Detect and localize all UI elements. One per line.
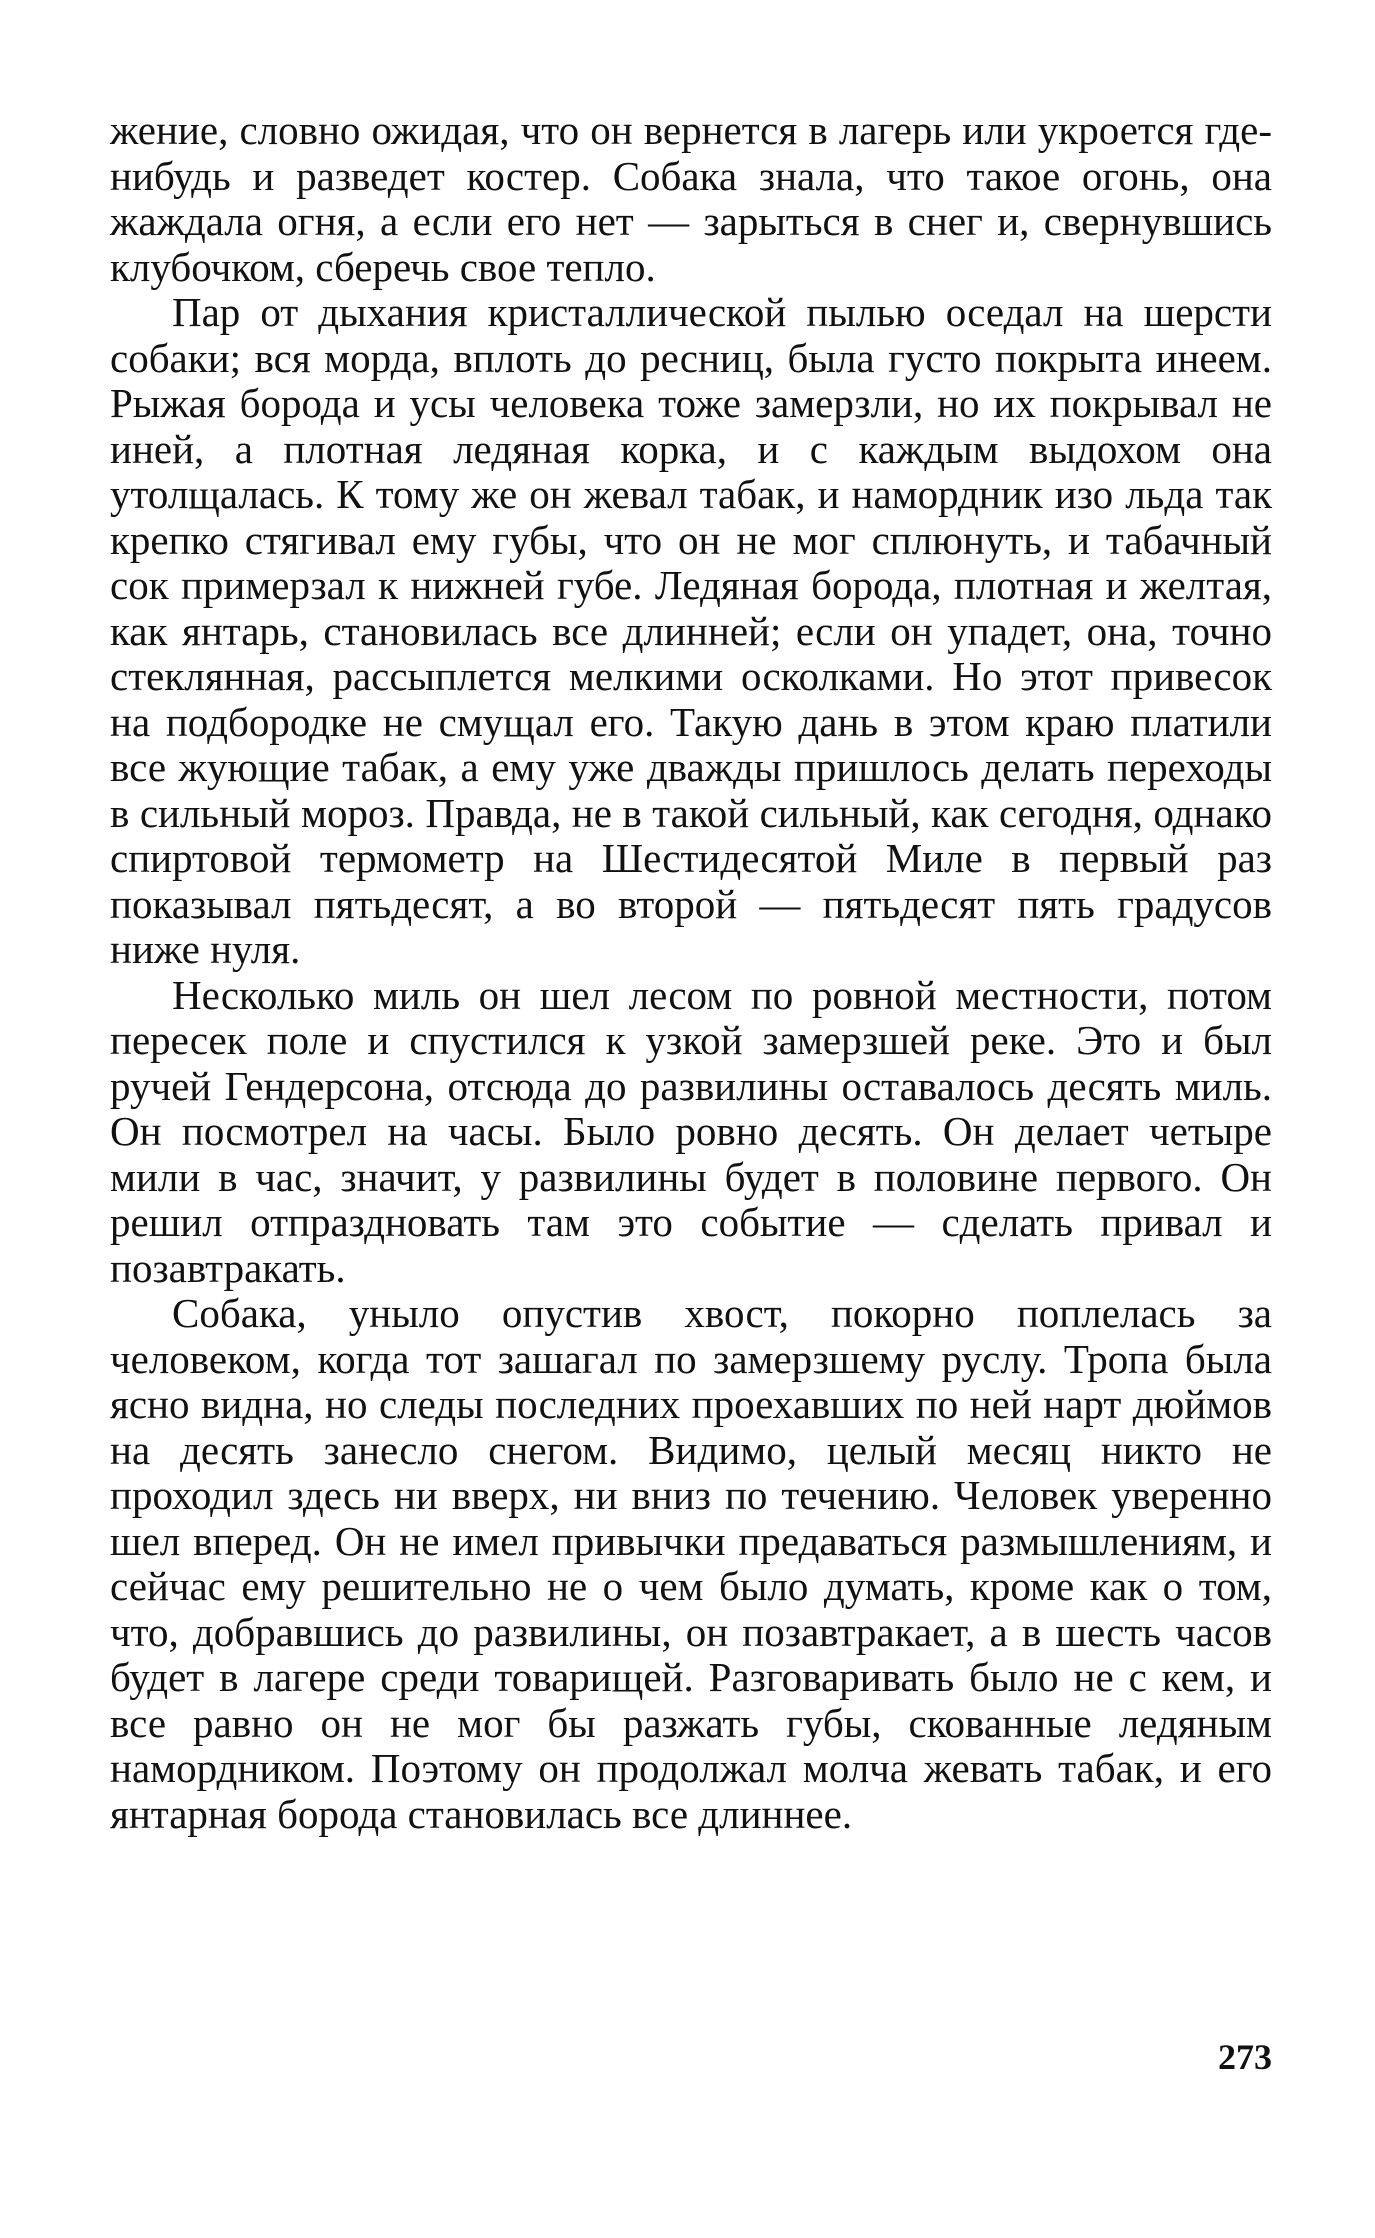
paragraph-continuation: жение, словно ожидая, что он вернется в лагерь или укроется где-нибудь и разведет костер. Собака знала, что такое огонь, она жаждала огня, а если его нет — зарыться в снег и, свернувшись клубочком, сберечь свое тепло. — [110, 107, 1272, 290]
paragraph-frozen-beard: Пар от дыхания кристаллической пылью оседал на шерсти собаки; вся морда, вплоть до ресниц, была густо покрыта инеем. Рыжая борода и усы человека тоже замерзли, но их покрывал не иней, а плотная ледяная корка, и с каждым выдохом она утолщалась. К тому же он жевал табак, и намордник изо льда так крепко стягивал ему губы, что он не мог сплюнуть, и табачный сок примерзал к нижней губе. Ледяная борода, плотная и желтая, как янтарь, становилась все длинней; если он упадет, она, точно стеклянная, рассыплется мелкими осколками. Но этот привесок на подбородке не смущал его. Такую дань в этом краю платили все жующие табак, а ему уже дважды пришлось делать переходы в сильный мороз. Правда, не в такой сильный, как сегодня, однако спиртовой термометр на Шестидесятой Миле в первый раз показывал пятьдесят, а во второй — пятьдесят пять градусов ниже нуля. — [110, 289, 1272, 972]
page-number: 273 — [1218, 2037, 1272, 2077]
page-body — [110, 108, 1272, 1837]
paragraph-henderson-creek: Несколько миль он шел лесом по ровной местности, потом пересек поле и спустился к узкой замерзшей реке. Это и был ручей Гендерсона, отсюда до развилины оставалось десять миль. Он посмотрел на часы. Было ровно десять. Он делает четыре мили в час, значит, у развилины будет в половине первого. Он решил отпраздновать там это событие — сделать привал и позавтракать. — [110, 971, 1272, 1291]
paragraph-dog-follows: Собака, уныло опустив хвост, покорно поплелась за человеком, когда тот зашагал по замерзшему руслу. Тропа была ясно видна, но следы последних проехавших по ней нарт дюймов на десять занесло снегом. Видимо, целый месяц никто не проходил здесь ни вверх, ни вниз по течению. Человек уверенно шел вперед. Он не имел привычки предаваться размышлениям, и сейчас ему решительно не о чем было думать, кроме как о том, что, добравшись до развилины, он позавтракает, а в шесть часов будет в лагере среди товарищей. Разговаривать было не с кем, и все равно он не мог бы разжать губы, скованные ледяным намордником. Поэтому он продолжал молча жевать табак, и его янтарная борода становилась все длиннее. — [110, 1290, 1272, 1837]
